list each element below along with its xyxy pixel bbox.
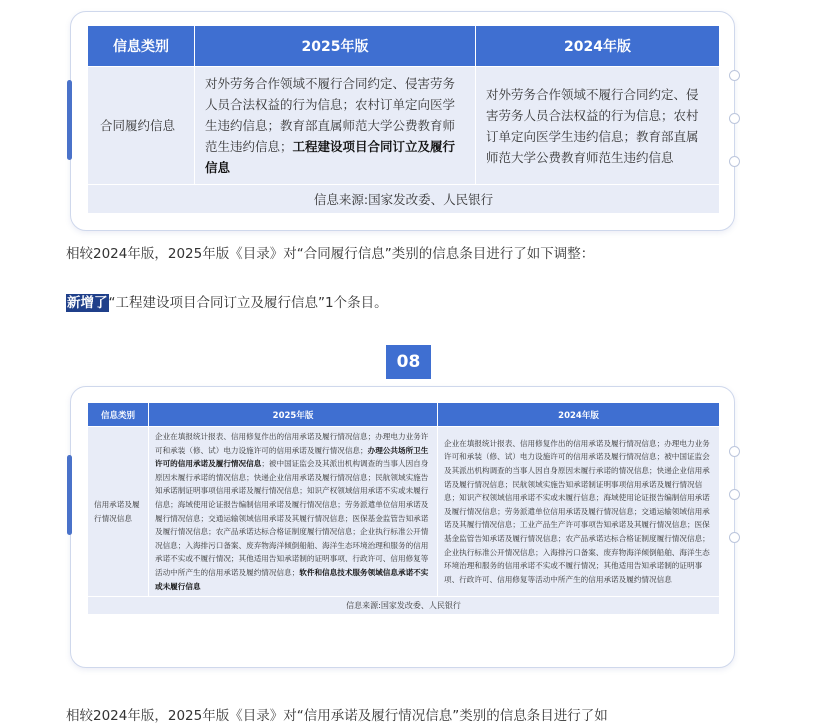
header-2025: 2025年版 — [149, 403, 438, 427]
card-accent-bar — [67, 80, 72, 160]
header-2025: 2025年版 — [195, 26, 476, 67]
paragraph-contract-change — [66, 291, 388, 311]
decor-dot — [729, 532, 740, 543]
header-category: 信息类别 — [88, 403, 149, 427]
card-accent-bar — [67, 455, 72, 535]
table-header-row — [88, 26, 720, 67]
source-cell: 信息来源:国家发改委、人民银行 — [88, 185, 720, 214]
cell-2024: 企业在填报统计报表、信用修复作出的信用承诺及履行情况信息；办理电力业务许可和承装（修、试）电力设施许可的信用承诺及履行情况信息；被中国证监会及其派出机构调查的当事人因自身原因未履行承诺的情况信息；快递企业信用承诺及履行情况信息；民航领域实施告知承诺制证明事项信用承诺及履行情况信息；知识产权领域信用承诺不实或未履行信息；海域使用论证报告编制信用承诺及履行情况信息；劳务派遣单位信用承诺及履行情况信息；交通运输领域信用承诺及其履行情况信息；工业产品生产许可事项告知承诺及其履行情况信息；医保基金监管告知承诺及履行情况信息；农产品承诺达标合格证制度履行情况信息；企业执行标准公开情况信息；入海排污口备案、废弃物海洋倾倒船舶、海洋生态环境治理和服务的信用承诺不实或不履行情况；其他适用告知承诺制的证明事项、行政许可、信用修复等活动中所产生的信用承诺及履约情况信息 — [438, 427, 720, 597]
credit-commitment-table — [87, 402, 720, 615]
category-cell: 信用承诺及履行情况信息 — [88, 427, 149, 597]
cell-2025 — [195, 67, 476, 185]
header-2024: 2024年版 — [476, 26, 720, 67]
source-row — [88, 597, 720, 615]
decor-dot — [729, 113, 740, 124]
decor-dot — [729, 489, 740, 500]
cell-2025-text: 对外劳务合作领域不履行合同约定、侵害劳务人员合法权益的行为信息；农村订单定向医学生违约信息；教育部直属师范大学公费教育师范生违约信息； — [205, 76, 456, 154]
cell-2024: 对外劳务合作领域不履行合同约定、侵害劳务人员合法权益的行为信息；农村订单定向医学生违约信息；教育部直属师范大学公费教育师范生违约信息 — [476, 67, 720, 185]
source-row — [88, 185, 720, 214]
source-cell: 信息来源:国家发改委、人民银行 — [88, 597, 720, 615]
table-row — [88, 67, 720, 185]
cell-2025-text-2: ；被中国证监会及其派出机构调查的当事人因自身原因未履行承诺的情况信息；快递企业信用承诺及履行情况信息；民航领域实施告知承诺制证明事项信用承诺及履行情况信息；知识产权领域信用承诺不实或未履行信息；海域使用论证报告编制信用承诺及履行情况信息；劳务派遣单位信用承诺及履行情况信息；交通运输领域信用承诺及其履行情况信息；医保基金监管告知承诺及履行情况信息；农产品承诺达标合格证制度履行情况信息；企业执行标准公开情况信息；入海排污口备案、废弃物海洋倾倒船舶、海洋生态环境治理和服务的信用承诺不实或不履行情况；其他适用告知承诺制的证明事项、行政许可、信用修复等活动中所产生的信用承诺及履约情况信息； — [155, 459, 429, 577]
cell-2025-text-1: 企业在填报统计报表、信用修复作出的信用承诺及履行情况信息；办理电力业务许可和承装（修、试）电力设施许可的信用承诺及履行情况信息； — [155, 432, 429, 455]
table-row — [88, 427, 720, 597]
section-number-badge: 08 — [386, 345, 431, 379]
decor-dot — [729, 446, 740, 457]
decor-dot — [729, 70, 740, 81]
header-2024: 2024年版 — [438, 403, 720, 427]
decor-dot — [729, 156, 740, 167]
cell-2025 — [149, 427, 438, 597]
cell-2025-bold-2: 软件和信息技术服务领域信息承诺不实或未履行信息 — [155, 567, 429, 591]
paragraph-contract-change-text: “工程建设项目合同订立及履行信息”1个条目。 — [108, 295, 388, 311]
cell-2025-bold: 工程建设项目合同订立及履行信息 — [205, 139, 456, 175]
header-category: 信息类别 — [88, 26, 195, 67]
highlight-added: 新增了 — [67, 295, 108, 311]
paragraph-contract-intro: 相较2024年版，2025年版《目录》对“合同履行信息”类别的信息条目进行了如下调整： — [66, 246, 595, 262]
contract-info-table — [87, 25, 720, 214]
cell-2025-bold-1: 办理公共场所卫生许可的信用承诺及履行情况信息 — [155, 445, 429, 469]
table-header-row — [88, 403, 720, 427]
paragraph-credit-intro: 相较2024年版，2025年版《目录》对“信用承诺及履行情况信息”类别的信息条目进行了如 — [66, 708, 608, 724]
category-cell: 合同履约信息 — [88, 67, 195, 185]
